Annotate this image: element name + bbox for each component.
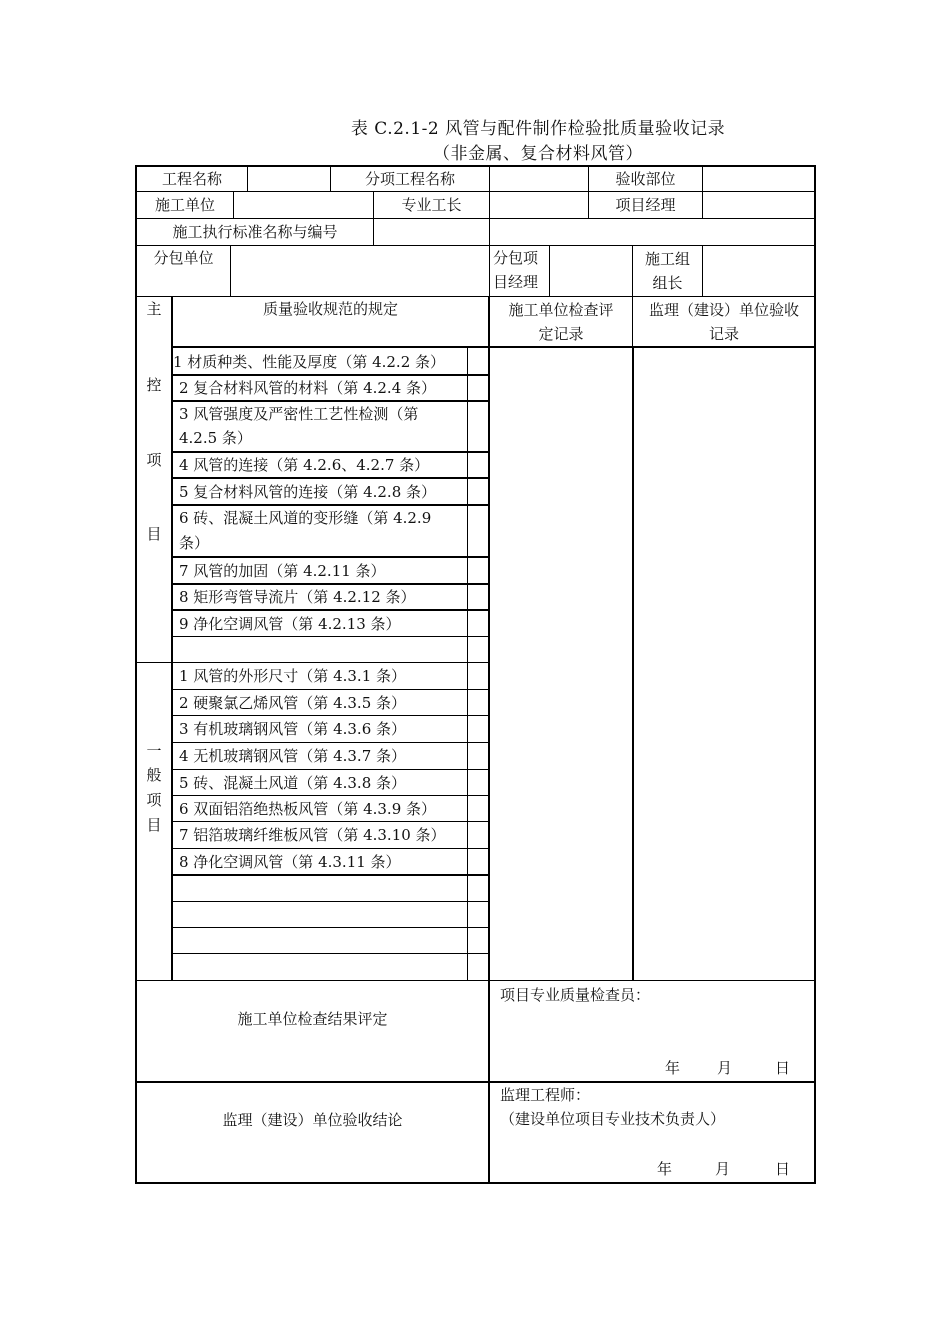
main-control-label-char-4: 目 [146,525,162,543]
general-item-7: 7 铝箔玻璃纤维板风管（第 4.3.10 条） [179,826,446,844]
contractor-check-header [490,297,632,347]
general-label-char-1: 一 [146,742,162,760]
contractor-date-year: 年 [665,1059,681,1077]
team-leader-label [633,246,702,296]
contractor-date-day: 日 [775,1059,791,1077]
project-manager-label: 项目经理 [615,196,676,214]
subcontractor-label: 分包单位 [153,249,214,267]
supervisor-conclusion-label: 监理（建设）单位验收结论 [222,1111,403,1129]
supervisor-check-header [634,297,814,347]
inspection-form-table [135,165,816,1184]
supervising-engineer-label: 监理工程师： [500,1086,591,1104]
project-manager-field[interactable] [703,192,814,218]
inspection-part-label: 验收部位 [615,170,676,188]
construction-unit-label: 施工单位 [154,196,215,214]
supervisor-check-header-line2: 记录 [708,325,739,343]
form-subtitle: （非金属、复合材料风管） [433,144,643,164]
main-item-2: 2 复合材料风管的材料（第 4.2.4 条） [179,379,437,397]
owner-tech-lead-label: （建设单位项目专业技术负责人） [500,1110,726,1128]
contractor-date-month: 月 [717,1059,733,1077]
main-item-5: 5 复合材料风管的连接（第 4.2.8 条） [179,482,437,501]
sub-project-name-label: 分项工程名称 [364,170,455,188]
main-item-3-line1: 3 风管强度及严密性工艺性检测（第 [179,405,419,423]
subcontractor-field[interactable] [231,246,489,296]
supervisor-date-year: 年 [657,1160,673,1178]
main-item-9: 9 净化空调风管（第 4.2.13 条） [179,614,401,633]
main-item-6-line1: 6 砖、混凝土风道的变形缝（第 4.2.9 [179,509,432,527]
contractor-check-header-line1: 施工单位检查评 [508,301,614,319]
project-name-field[interactable] [248,167,330,191]
foreman-field[interactable] [490,192,588,218]
standard-name-label: 施工执行标准名称与编号 [172,223,338,241]
supervisor-date-month: 月 [715,1160,731,1178]
general-item-1: 1 风管的外形尺寸（第 4.3.1 条） [179,667,407,685]
sub-pm-label [493,246,549,296]
main-control-label-char-3: 项 [146,451,162,469]
project-name-label: 工程名称 [161,170,222,188]
main-item-3-line2: 4.2.5 条） [179,429,252,447]
main-item-1: 1 材质种类、性能及厚度（第 4.2.2 条） [173,352,446,371]
team-leader-line1: 施工组 [644,250,690,268]
sub-pm-line1: 分包项 [493,249,539,267]
general-item-5: 5 砖、混凝土风道（第 4.3.8 条） [179,773,407,792]
supervisor-check-header-line1: 监理（建设）单位验收 [648,301,799,319]
general-label-char-3: 项 [146,791,162,809]
sub-pm-field[interactable] [550,246,632,296]
general-item-8: 8 净化空调风管（第 4.3.11 条） [179,852,401,871]
team-leader-line2: 组长 [652,274,683,292]
main-item-6-line2: 条） [179,534,210,552]
form-title: 表 C.2.1-2 风管与配件制作检验批质量验收记录 [350,119,726,139]
contractor-check-header-line2: 定记录 [538,325,584,343]
construction-unit-field[interactable] [234,192,373,218]
general-item-4: 4 无机玻璃钢风管（第 4.3.7 条） [179,747,407,765]
sub-project-name-field[interactable] [490,167,588,191]
contractor-result-label: 施工单位检查结果评定 [237,1010,388,1028]
general-item-2: 2 硬聚氯乙烯风管（第 4.3.5 条） [179,693,407,712]
team-leader-field[interactable] [703,246,814,296]
quality-inspector-label: 项目专业质量检查员： [500,986,651,1004]
general-label-char-4: 目 [146,816,162,834]
general-item-3: 3 有机玻璃钢风管（第 4.3.6 条） [179,720,407,738]
inspection-part-field[interactable] [703,167,814,191]
main-item-7: 7 风管的加固（第 4.2.11 条） [179,561,386,580]
general-item-6: 6 双面铝箔绝热板风管（第 4.3.9 条） [179,799,437,818]
spec-column-header: 质量验收规范的规定 [262,300,398,318]
sub-pm-line2: 目经理 [493,273,539,291]
main-item-4: 4 风管的连接（第 4.2.6、4.2.7 条） [179,456,430,474]
supervisor-date-day: 日 [775,1160,791,1178]
main-item-8: 8 矩形弯管导流片（第 4.2.12 条） [179,588,416,606]
standard-name-field[interactable] [374,219,814,245]
main-control-label-char-2: 控 [146,376,162,394]
foreman-label: 专业工长 [401,196,462,214]
general-label-char-2: 般 [146,766,162,784]
main-control-label-char-1: 主 [146,300,162,318]
